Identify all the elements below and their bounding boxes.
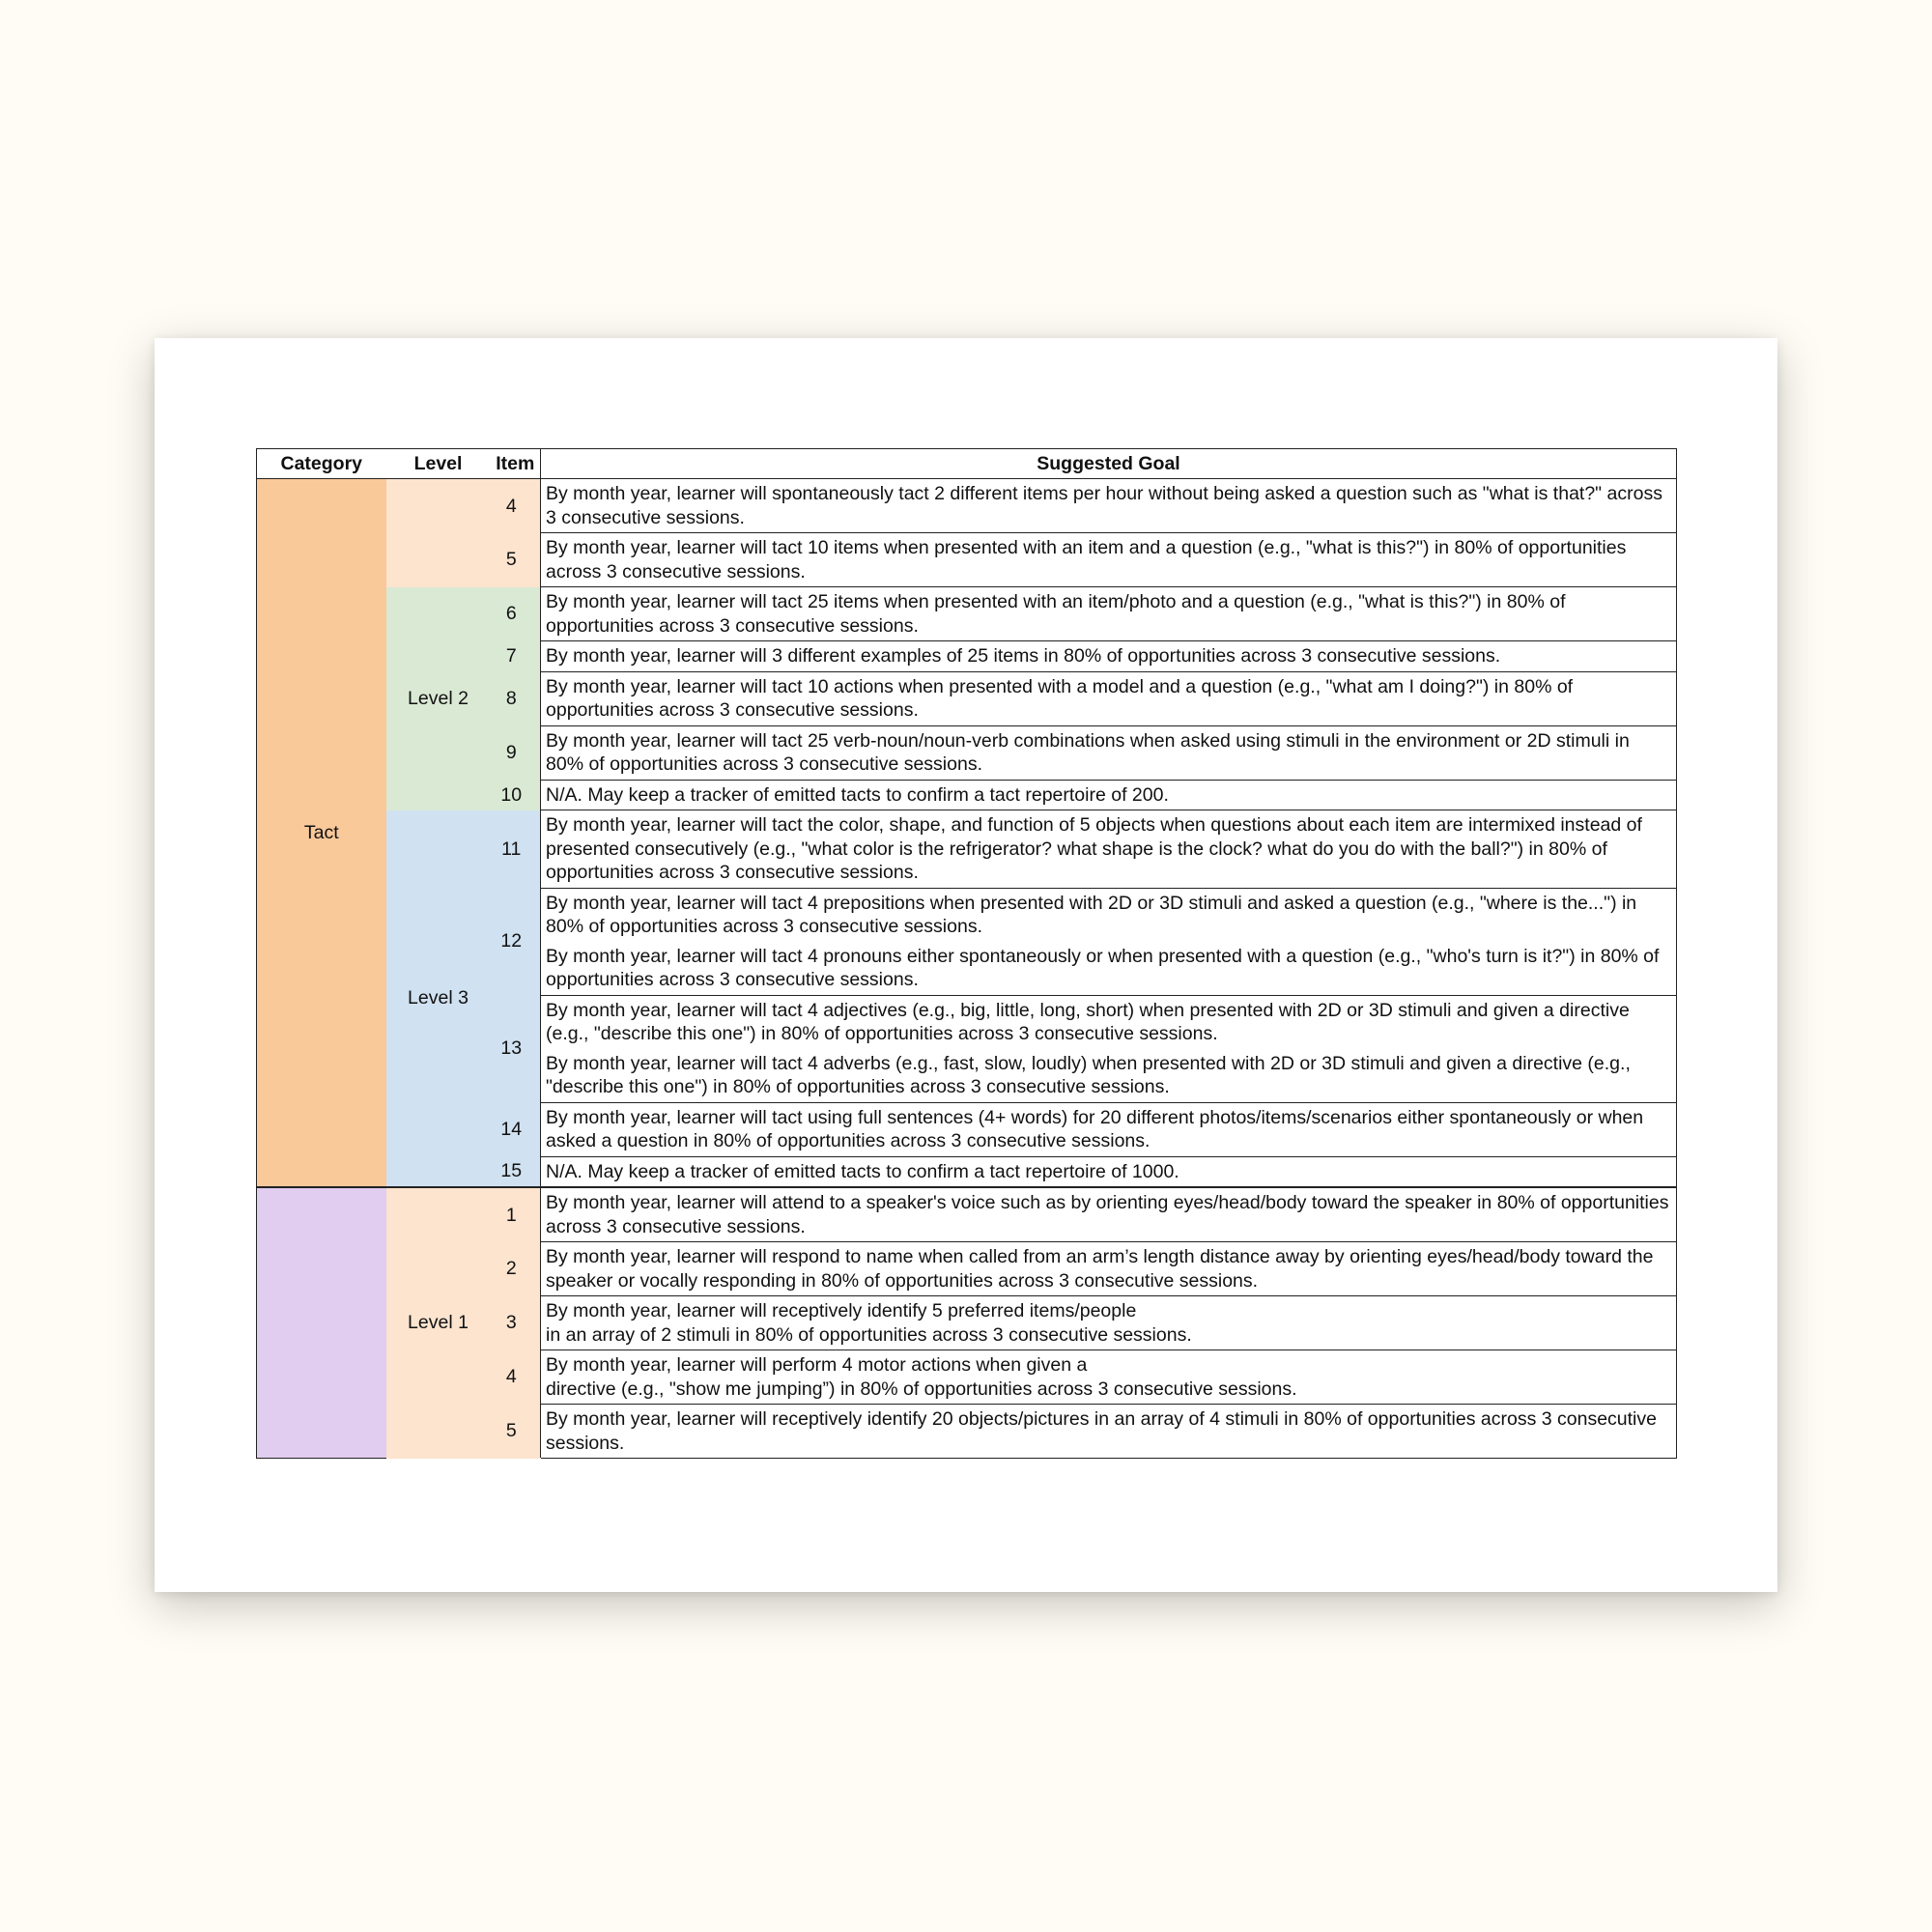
level-header: Level <box>386 449 491 479</box>
item-number: 7 <box>491 641 541 672</box>
category-cell-listener <box>257 1187 386 1459</box>
item-number: 9 <box>491 725 541 780</box>
document-page <box>155 338 1777 1592</box>
level-cell-tact-3: Level 3 <box>386 810 491 1188</box>
item-number: 5 <box>491 533 541 587</box>
item-number: 4 <box>491 479 541 533</box>
goal-cell <box>541 1296 1677 1350</box>
goal-cell: N/A. May keep a tracker of emitted tacts to confirm a tact repertoire of 200. <box>541 780 1677 810</box>
goal-header: Suggested Goal <box>541 449 1677 479</box>
level-cell-tact-1 <box>386 479 491 587</box>
goal-line: By month year, learner will perform 4 motor actions when given a <box>546 1354 1088 1376</box>
table-row <box>257 587 1677 641</box>
item-number: 6 <box>491 587 541 641</box>
goal-cell: By month year, learner will spontaneously tact 2 different items per hour without being asked a question such as "what is that?" across 3 consecutive sessions. <box>541 479 1677 533</box>
item-number: 14 <box>491 1102 541 1156</box>
goal-cell: By month year, learner will tact the color, shape, and function of 5 objects when questions about each item are intermixed instead of presented consecutively (e.g., "what color is the refrigerator? what shape is the clock? what do you do with the ball?") in 80% of opportunities across 3 consecutive sessions. <box>541 810 1677 889</box>
goal-cell: By month year, learner will respond to name when called from an arm’s length distance away by orienting eyes/head/body toward the speaker or vocally responding in 80% of opportunities across 3 consecutive sessions. <box>541 1242 1677 1296</box>
goal-cell: By month year, learner will tact 4 adjectives (e.g., big, little, long, short) when presented with 2D or 3D stimuli and given a directive (e.g., "describe this one") in 80% of opportunities across 3 consecutive sessions. <box>541 995 1677 1049</box>
item-number: 4 <box>491 1350 541 1405</box>
goal-cell-secondary: By month year, learner will tact 4 pronouns either spontaneously or when presented with a question (e.g., "who's turn is it?") in 80% of opportunities across 3 consecutive sessions. <box>541 942 1677 996</box>
goal-cell <box>541 1350 1677 1405</box>
goal-cell: By month year, learner will tact 4 prepositions when presented with 2D or 3D stimuli and asked a question (e.g., "where is the...") in 80% of opportunities across 3 consecutive sessions. <box>541 888 1677 942</box>
goal-cell-secondary: By month year, learner will tact 4 adverbs (e.g., fast, slow, loudly) when presented with 2D or 3D stimuli and given a directive (e.g., "describe this one") in 80% of opportunities across 3 consecutive sessions. <box>541 1049 1677 1103</box>
item-number: 2 <box>491 1242 541 1296</box>
item-number: 8 <box>491 671 541 725</box>
goal-line: directive (e.g., "show me jumping”) in 80% of opportunities across 3 consecutive sessions. <box>546 1378 1297 1400</box>
item-number: 1 <box>491 1187 541 1242</box>
item-number: 11 <box>491 810 541 889</box>
category-header: Category <box>257 449 386 479</box>
goal-cell: By month year, learner will tact 10 actions when presented with a model and a question (e.g., "what am I doing?") in 80% of opportunities across 3 consecutive sessions. <box>541 671 1677 725</box>
header-row <box>257 449 1677 479</box>
goal-line: By month year, learner will receptively identify 5 preferred items/people <box>546 1300 1137 1321</box>
table-row <box>257 1187 1677 1242</box>
goal-line: in an array of 2 stimuli in 80% of opportunities across 3 consecutive sessions. <box>546 1323 1192 1346</box>
goal-cell: N/A. May keep a tracker of emitted tacts to confirm a tact repertoire of 1000. <box>541 1156 1677 1187</box>
item-number: 13 <box>491 995 541 1102</box>
goals-table <box>256 448 1677 1459</box>
level-cell-listener-1: Level 1 <box>386 1187 491 1459</box>
item-number: 12 <box>491 888 541 995</box>
goal-cell: By month year, learner will 3 different examples of 25 items in 80% of opportunities across 3 consecutive sessions. <box>541 641 1677 672</box>
table-row <box>257 810 1677 889</box>
goal-cell: By month year, learner will tact 25 items when presented with an item/photo and a question (e.g., "what is this?") in 80% of opportunities across 3 consecutive sessions. <box>541 587 1677 641</box>
item-number: 3 <box>491 1296 541 1350</box>
item-number: 10 <box>491 780 541 810</box>
item-header: Item <box>491 449 541 479</box>
goal-cell: By month year, learner will tact using full sentences (4+ words) for 20 different photos/items/scenarios either spontaneously or when asked a question in 80% of opportunities across 3 consecutive sessions. <box>541 1102 1677 1156</box>
goal-cell: By month year, learner will tact 10 items when presented with an item and a question (e.g., "what is this?") in 80% of opportunities across 3 consecutive sessions. <box>541 533 1677 587</box>
goal-cell: By month year, learner will receptively identify 20 objects/pictures in an array of 4 stimuli in 80% of opportunities across 3 consecutive sessions. <box>541 1405 1677 1459</box>
item-number: 15 <box>491 1156 541 1187</box>
item-number: 5 <box>491 1405 541 1459</box>
table-row <box>257 479 1677 533</box>
category-cell-tact: Tact <box>257 479 386 1188</box>
level-cell-tact-2: Level 2 <box>386 587 491 810</box>
goal-cell: By month year, learner will tact 25 verb-noun/noun-verb combinations when asked using stimuli in the environment or 2D stimuli in 80% of opportunities across 3 consecutive sessions. <box>541 725 1677 780</box>
goal-cell: By month year, learner will attend to a speaker's voice such as by orienting eyes/head/body toward the speaker in 80% of opportunities across 3 consecutive sessions. <box>541 1187 1677 1242</box>
